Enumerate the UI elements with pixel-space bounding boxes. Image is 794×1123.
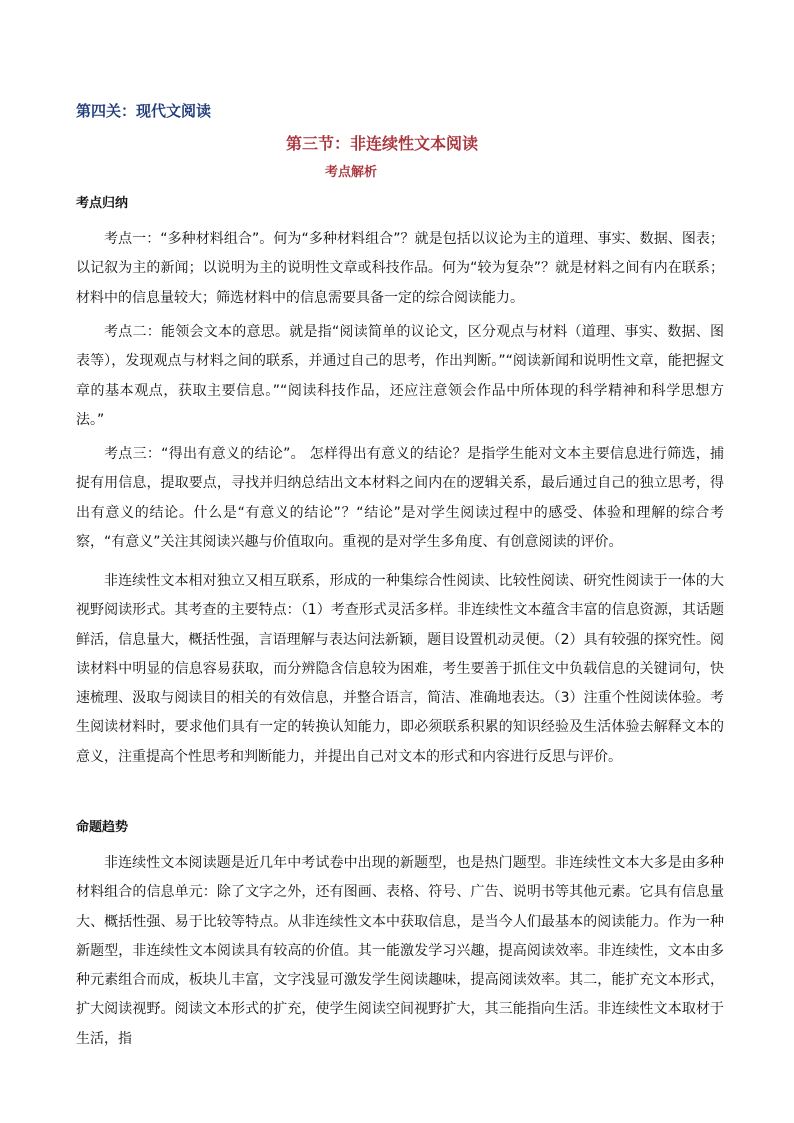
paragraph-point-1: 考点一：“多种材料组合”。何为“多种材料组合”？就是包括以议论为主的道理、事实、数据、图表；以记叙为主的新闻；以说明为主的说明性文章或科技作品。何为“较为复杂”？就是材料之间有内在联系；材料中的信息量较大；筛选材料中的信息需要具备一定的综合阅读能力。 (76, 231, 724, 306)
heading-trend: 命题趋势 (76, 820, 129, 835)
paragraph-trend: 非连续性文本阅读题是近几年中考试卷中出现的新题型，也是热门题型。非连续性文本大多是由多种材料组合的信息单元：除了文字之外，还有图画、表格、符号、广告、说明书等其他元素。它具有信息量大、概括性强、易于比较等特点。从非连续性文本中获取信息，是当今人们最基本的阅读能力。作为一种新题型，非连续性文本阅读具有较高的价值。其一能激发学习兴趣，提高阅读效率。非连续性，文本由多种元素组合而成，板块儿丰富，文字浅显可激发学生阅读趣味，提高阅读效率。其二，能扩充文本形式，扩大阅读视野。阅读文本形式的扩充，使学生阅读空间视野扩大，其三能指向生活。非连续性文本取材于生活，指 (76, 855, 724, 1047)
section-title: 第三节：非连续性文本阅读 (285, 134, 478, 153)
part-title: 第四关：现代文阅读 (76, 102, 212, 120)
sub-title: 考点解析 (324, 165, 377, 180)
paragraph-point-2: 考点二：能领会文本的意思。就是指“阅读简单的议论文，区分观点与材料（道理、事实、数据、图表等），发现观点与材料之间的联系，并通过自己的思考，作出判断。”“阅读新闻和说明性文章，能把握文章的基本观点，获取主要信息。”“阅读科技作品，还应注意领会作品中所体现的科学精神和科学思想方法。” (76, 324, 724, 428)
paragraph-features: 非连续性文本相对独立又相互联系，形成的一种集综合性阅读、比较性阅读、研究性阅读于一体的大视野阅读形式。其考查的主要特点：（1）考查形式灵活多样。非连续性文本蕴含丰富的信息资源，其话题鲜活，信息量大，概括性强，言语理解与表达问法新颖，题目设置机动灵便。（2）具有较强的探究性。阅读材料中明显的信息容易获取，而分辨隐含信息较为困难，考生要善于抓住文中负载信息的关键词句，快速梳理、汲取与阅读目的相关的有效信息，并整合语言，简洁、准确地表达。（3）注重个性阅读体验。考生阅读材料时，要求他们具有一定的转换认知能力，即必须联系积累的知识经验及生活体验去解释文本的意义，注重提高个性思考和判断能力，并提出自己对文本的形式和内容进行反思与评价。 (76, 573, 724, 765)
paragraph-point-3: 考点三：“得出有意义的结论”。 怎样得出有意义的结论？是指学生能对文本主要信息进行筛选，捕捉有用信息，提取要点，寻找并归纳总结出文本材料之间内在的逻辑关系，最后通过自己的独立思考，得出有意义的结论。什么是“有意义的结论”？“结论”是对学生阅读过程中的感受、体验和理解的综合考察，“有意义”关注其阅读兴趣与价值取向。重视的是对学生多角度、有创意阅读的评价。 (76, 446, 724, 550)
heading-key-points: 考点归纳 (76, 196, 129, 211)
